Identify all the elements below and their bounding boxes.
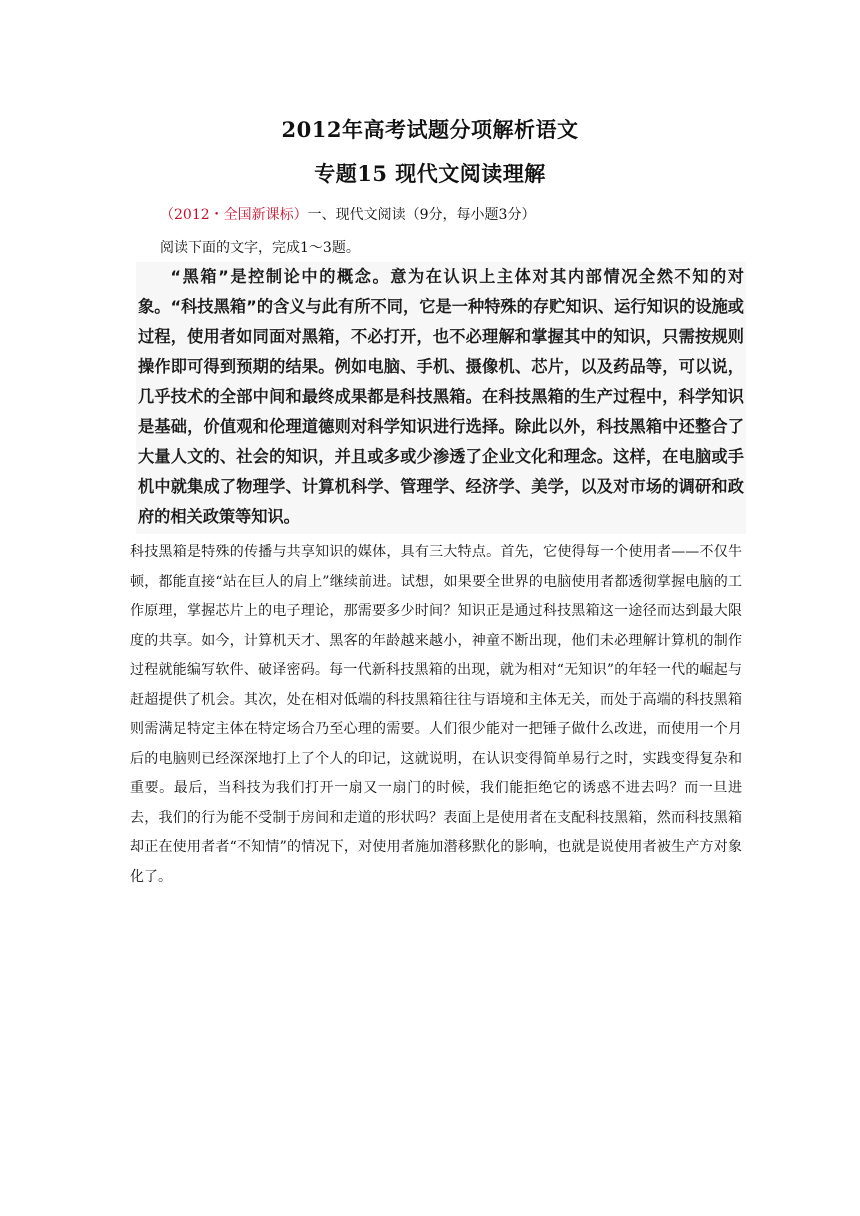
section-label: 一、现代文阅读（9分，每小题3分） [307, 207, 536, 223]
reading-instruction: 阅读下面的文字，完成1～3题。 [160, 240, 360, 256]
document-title: 2012年高考试题分项解析语文 [281, 117, 579, 142]
source-tag: （2012・全国新课标） [160, 207, 308, 223]
question-source-line [160, 204, 535, 224]
scanned-paragraph-image [136, 262, 746, 534]
scanned-paragraph-text: “黑箱”是控制论中的概念。意为在认识上主体对其内部情况全然不知的对象。“科技黑箱”的含义与此有所不同，它是一种特殊的存贮知识、运行知识的设施或过程，使用者如同面对黑箱，不必打开，也不必理解和掌握其中的知识，只需按规则操作即可得到预期的结果。例如电脑、手机、摄像机、芯片，以及药品等，可以说，几乎技术的全部中间和最终成果都是科技黑箱。在科技黑箱的生产过程中，科学知识是基础，价值观和伦理道德则对科学知识进行选择。除此以外，科技黑箱中还整合了大量人文的、社会的知识，并且或多或少渗透了企业文化和理念。这样，在电脑或手机中就集成了物理学、计算机科学、管理学、经济学、美学，以及对市场的调研和政府的相关政策等知识。 [138, 267, 744, 526]
passage-body-paragraph: 科技黑箱是特殊的传播与共享知识的媒体，具有三大特点。首先，它使得每一个使用者——不仅牛顿，都能直接“站在巨人的肩上”继续前进。试想，如果要全世界的电脑使用者都透彻掌握电脑的工作原理，掌握芯片上的电子理论，那需要多少时间？知识正是通过科技黑箱这一途径而达到最大限度的共享。如今，计算机天才、黑客的年龄越来越小，神童不断出现，他们未必理解计算机的制作过程就能编写软件、破译密码。每一代新科技黑箱的出现，就为相对“无知识”的年轻一代的崛起与赶超提供了机会。其次，处在相对低端的科技黑箱往往与语境和主体无关，而处于高端的科技黑箱则需满足特定主体在特定场合乃至心理的需要。人们很少能对一把锤子做什么改进，而使用一个月后的电脑则已经深深地打上了个人的印记，这就说明，在认识变得简单易行之时，实践变得复杂和重要。最后，当科技为我们打开一扇又一扇门的时候，我们能拒绝它的诱惑不进去吗？而一旦进去，我们的行为能不受制于房间和走道的形状吗？表面上是使用者在支配科技黑箱，然而科技黑箱却正在使用者者“不知情”的情况下，对使用者施加潜移默化的影响，也就是说使用者被生产方对象化了。 [130, 544, 742, 885]
document-subtitle: 专题15 现代文阅读理解 [314, 161, 546, 186]
